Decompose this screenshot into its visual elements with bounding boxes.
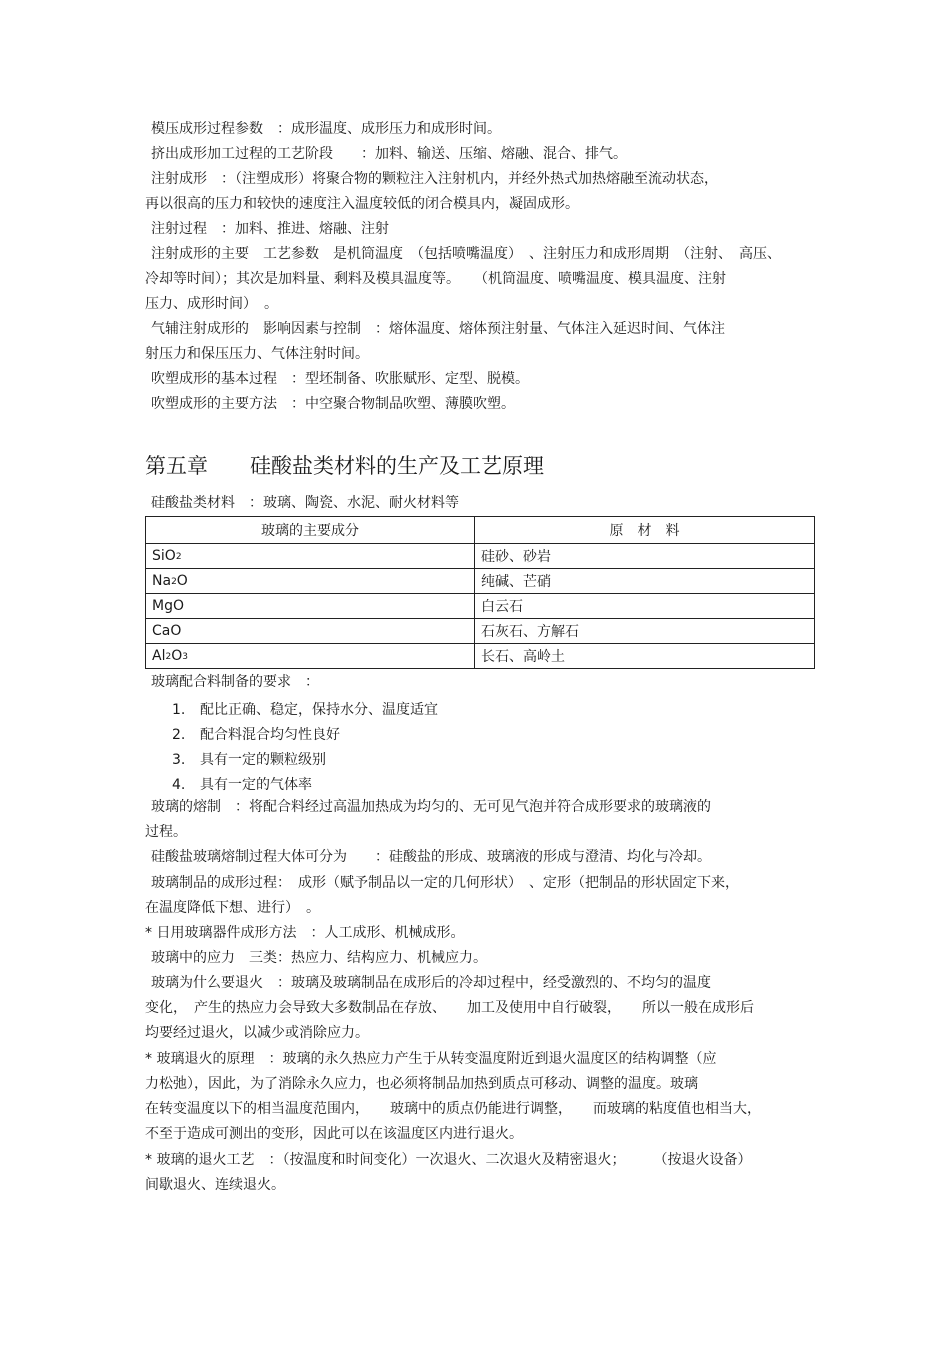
text-line: 变化， 产生的热应力会导致大多数制品在存放、 加工及使用中自行破裂， 所以一般在成形后 bbox=[145, 1000, 754, 1016]
table-row bbox=[146, 594, 815, 619]
formula-cell: MgO bbox=[146, 594, 475, 619]
text-line: 不至于造成可测出的变形，因此可以在该温度区内进行退火。 bbox=[145, 1126, 523, 1142]
material-cell: 白云石 bbox=[475, 594, 815, 619]
text-line: * 玻璃退火的原理 ：玻璃的永久热应力产生于从转变温度附近到退火温度区的结构调整（应 bbox=[145, 1051, 717, 1067]
text-line: 冷却等时间）；其次是加料量、剩料及模具温度等。 （机筒温度、喷嘴温度、模具温度、注射 bbox=[145, 271, 726, 287]
formula-cell: $Al_2O_3$ bbox=[146, 644, 475, 669]
text-line: 玻璃制品的成形过程： 成形（赋予制品以一定的几何形状） 、定形（把制品的形状固定下来， bbox=[151, 875, 739, 891]
text-line: 间歇退火、连续退火。 bbox=[145, 1177, 285, 1193]
formula-cell: CaO bbox=[146, 619, 475, 644]
text-line: * 日用玻璃器件成形方法 ：人工成形、机械成形。 bbox=[145, 925, 465, 941]
material-cell: 长石、高岭土 bbox=[475, 644, 815, 669]
table-row bbox=[146, 619, 815, 644]
text-line: 注射过程 ：加料、推进、熔融、注射 bbox=[151, 221, 389, 237]
table-row bbox=[146, 544, 815, 569]
table-row bbox=[146, 644, 815, 669]
text-line: 硅酸盐玻璃熔制过程大体可分为 ：硅酸盐的形成、玻璃液的形成与澄清、均化与冷却。 bbox=[151, 849, 711, 865]
batch-requirements-title: 玻璃配合料制备的要求 ： bbox=[151, 674, 319, 690]
text-line: 玻璃的熔制 ：将配合料经过高温加热成为均匀的、无可见气泡并符合成形要求的玻璃液的 bbox=[151, 799, 711, 815]
text-line: 挤出成形加工过程的工艺阶段 ：加料、输送、压缩、熔融、混合、排气。 bbox=[151, 146, 627, 162]
table-row bbox=[146, 569, 815, 594]
text-line: 吹塑成形的基本过程 ：型坯制备、吹胀赋形、定型、脱模。 bbox=[151, 371, 529, 387]
column-header-material: 原 材 料 bbox=[475, 517, 815, 544]
composition-table bbox=[145, 516, 815, 669]
material-cell: 纯碱、芒硝 bbox=[475, 569, 815, 594]
text-line: 玻璃中的应力 三类：热应力、结构应力、机械应力。 bbox=[151, 950, 487, 966]
text-line: 气辅注射成形的 影响因素与控制 ：熔体温度、熔体预注射量、气体注入延迟时间、气体注 bbox=[151, 321, 725, 337]
column-header-component: 玻璃的主要成分 bbox=[146, 517, 475, 544]
list-item: 3. 具有一定的颗粒级别 bbox=[172, 752, 326, 768]
text-line: 均要经过退火，以减少或消除应力。 bbox=[145, 1025, 369, 1041]
text-line: 在转变温度以下的相当温度范围内， 玻璃中的质点仍能进行调整， 而玻璃的粘度值也相当大， bbox=[145, 1101, 761, 1117]
text-line: 再以很高的压力和较快的速度注入温度较低的闭合模具内，凝固成形。 bbox=[145, 196, 579, 212]
text-line: 吹塑成形的主要方法 ：中空聚合物制品吹塑、薄膜吹塑。 bbox=[151, 396, 515, 412]
intro-line: 硅酸盐类材料 ：玻璃、陶瓷、水泥、耐火材料等 bbox=[151, 495, 459, 511]
text-line: 在温度降低下想、进行） 。 bbox=[145, 900, 320, 916]
text-line: 注射成形 ：（注塑成形）将聚合物的颗粒注入注射机内，并经外热式加热熔融至流动状态， bbox=[151, 171, 718, 187]
list-item: 4. 具有一定的气体率 bbox=[172, 777, 312, 793]
text-line: * 玻璃的退火工艺 ：（按温度和时间变化）一次退火、二次退火及精密退火； （按退火设备） bbox=[145, 1152, 752, 1168]
formula-cell: SiO$_2$ bbox=[146, 544, 475, 569]
material-cell: 硅砂、砂岩 bbox=[475, 544, 815, 569]
text-line: 模压成形过程参数 ：成形温度、成形压力和成形时间。 bbox=[151, 121, 501, 137]
text-line: 射压力和保压压力、气体注射时间。 bbox=[145, 346, 369, 362]
list-item: 2. 配合料混合均匀性良好 bbox=[172, 727, 340, 743]
text-line: 压力、成形时间） 。 bbox=[145, 296, 278, 312]
text-line: 玻璃为什么要退火 ：玻璃及玻璃制品在成形后的冷却过程中，经受激烈的、不均匀的温度 bbox=[151, 975, 711, 991]
list-item: 1. 配比正确、稳定，保持水分、温度适宜 bbox=[172, 702, 438, 718]
material-cell: 石灰石、方解石 bbox=[475, 619, 815, 644]
text-line: 过程。 bbox=[145, 824, 187, 840]
text-line: 注射成形的主要 工艺参数 是机筒温度 （包括喷嘴温度） 、注射压力和成形周期 （注射、 高压、 bbox=[151, 246, 781, 262]
chapter-title: 第五章 硅酸盐类材料的生产及工艺原理 bbox=[145, 454, 544, 478]
table-header-row bbox=[146, 517, 815, 544]
text-line: 力松弛），因此，为了消除永久应力，也必须将制品加热到质点可移动、调整的温度。玻璃 bbox=[145, 1076, 698, 1092]
formula-cell: $Na_2O$ bbox=[146, 569, 475, 594]
